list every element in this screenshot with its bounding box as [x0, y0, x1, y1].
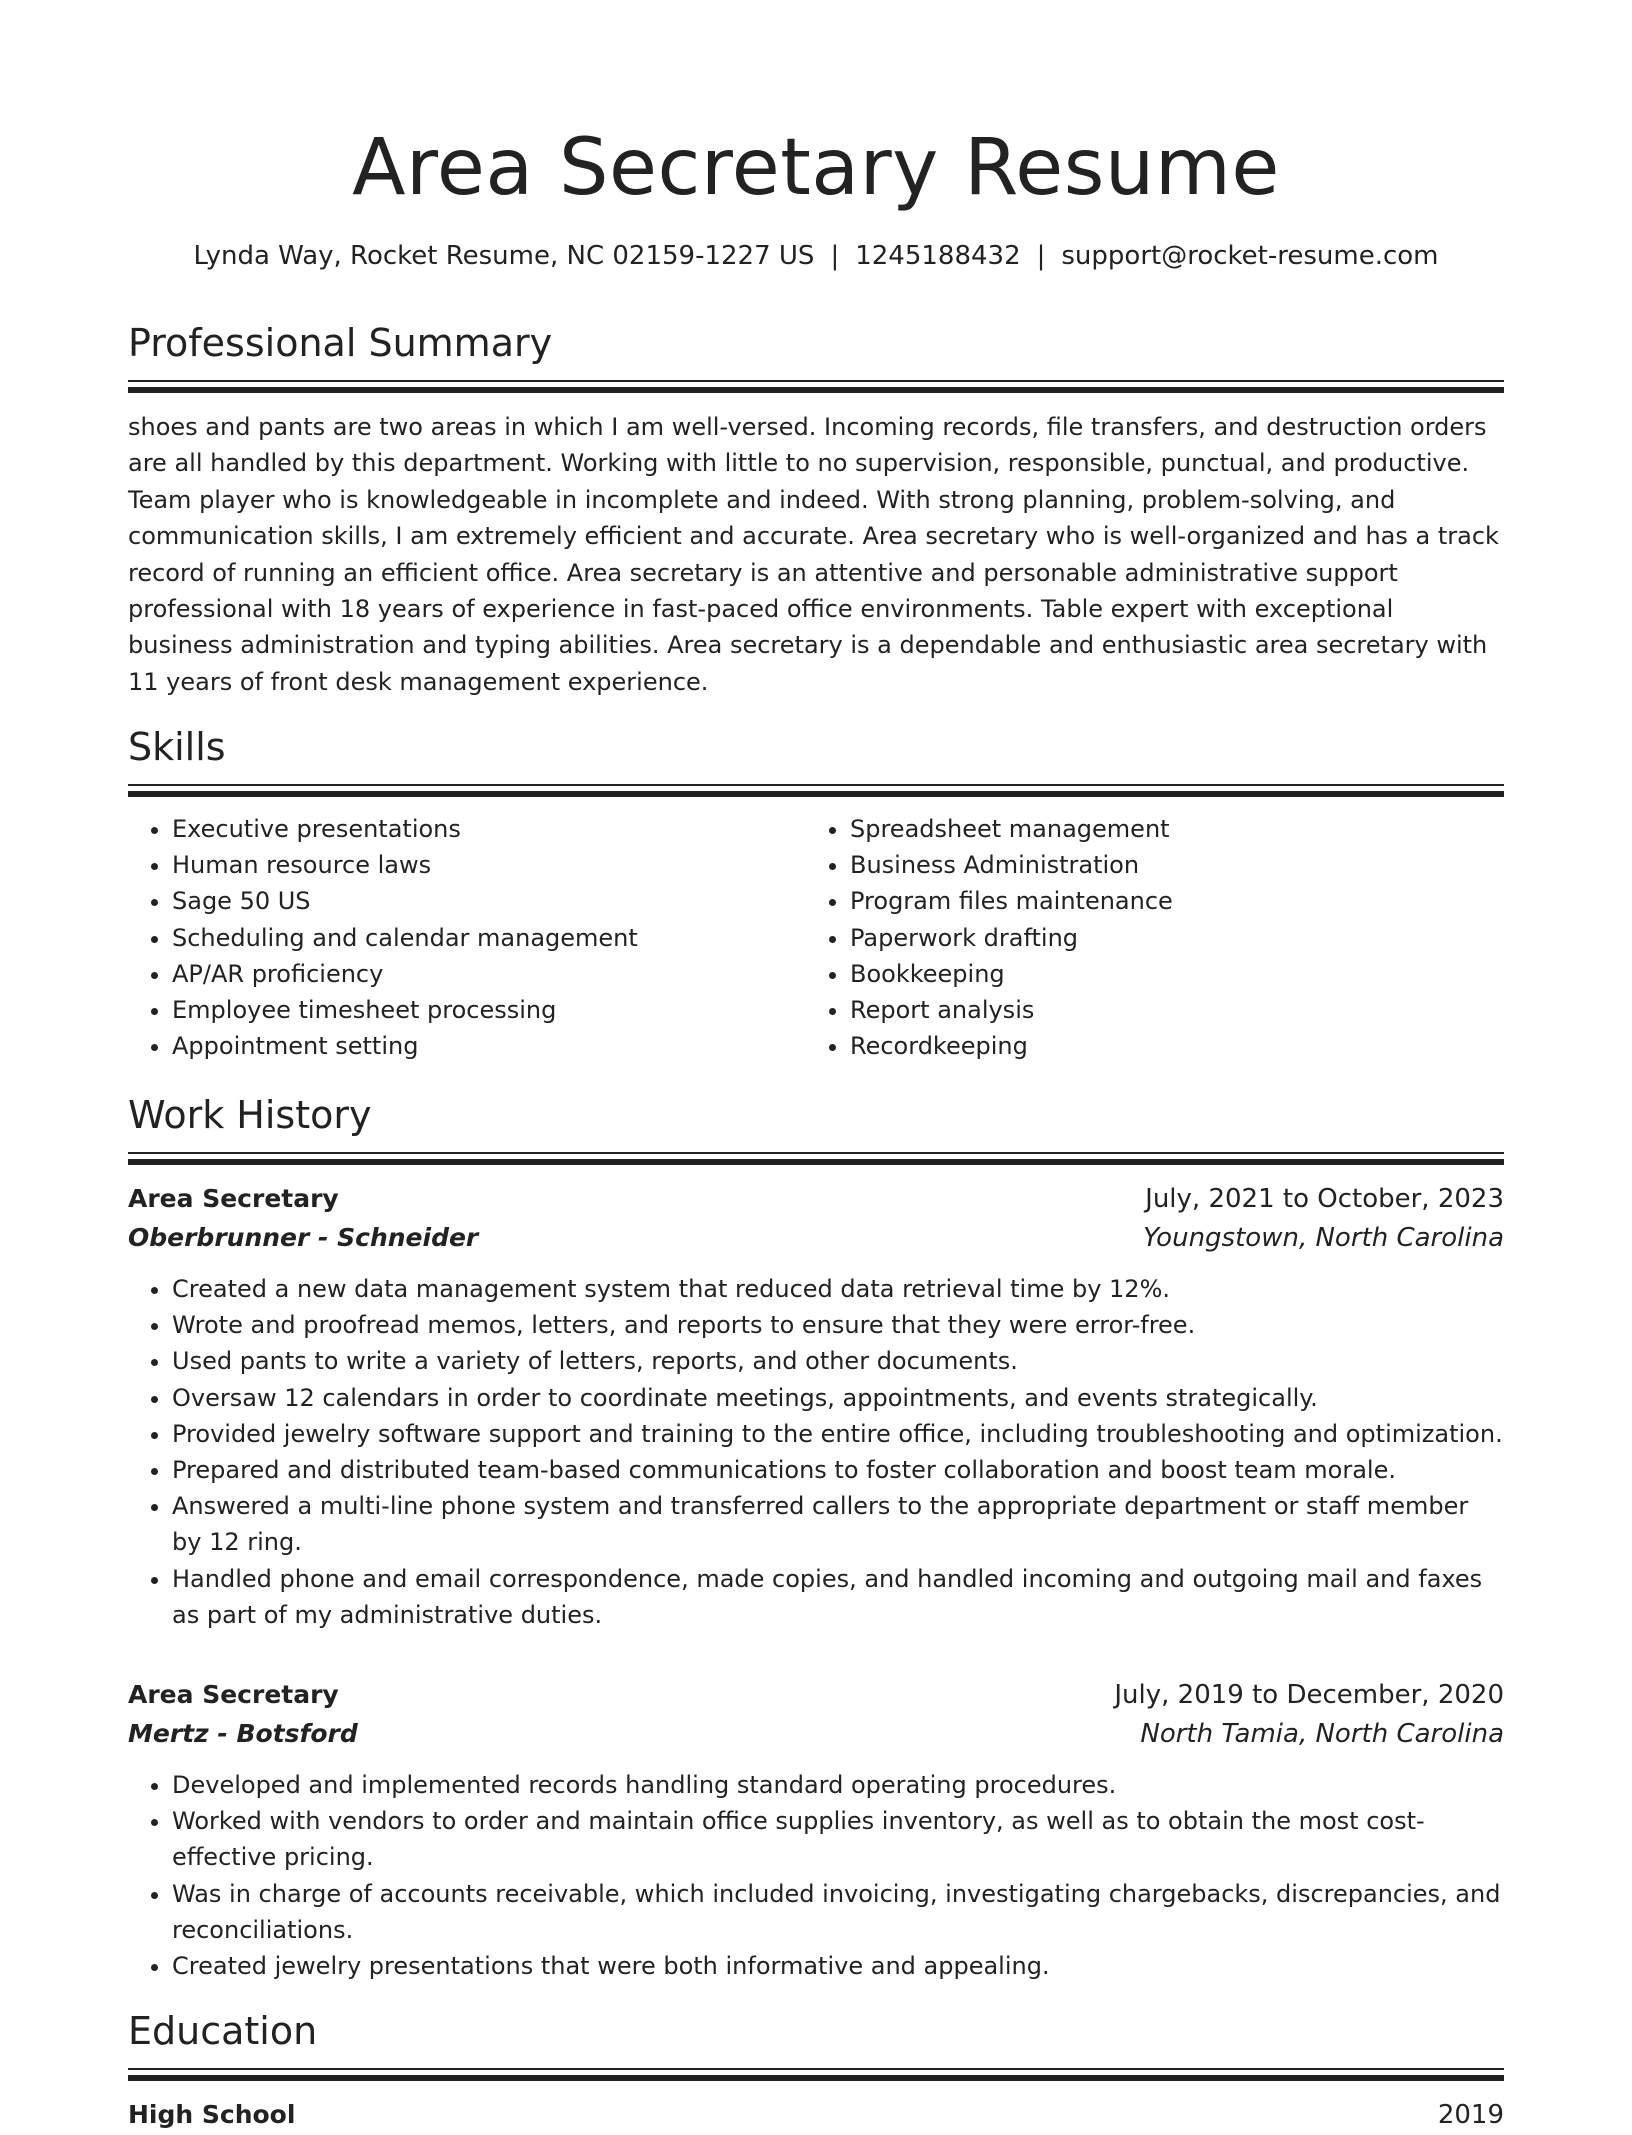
skill-item: • Business Administration [850, 847, 1484, 883]
skill-item: • Employee timesheet processing [172, 992, 806, 1028]
summary-heading: Professional Summary [128, 321, 553, 365]
job-bullet: • Created jewelry presentations that were both informative and appealing. [172, 1948, 1504, 1984]
skill-item: • Scheduling and calendar management [172, 920, 806, 956]
section-rule-thick [128, 387, 1504, 393]
summary-text: shoes and pants are two areas in which I am well-versed. Incoming records, file transfers, and destruction orders are all handled by this department. Working with little to no supervision, responsible, punctual, and productive. Team player who is knowledgeable in incomplete and indeed. With strong planning, problem-solving, and communication skills, I am extremely efficient and accurate. Area secretary who is well-organized and has a track record of running an efficient office. Area secretary is an attentive and personable administrative support professional with 18 years of experience in fast-paced office environments. Table expert with exceptional business administration and typing abilities. Area secretary is a dependable and enthusiastic area secretary with 11 years of front desk management experience. [128, 413, 1499, 696]
section-rule [128, 1152, 1504, 1154]
job-bullet: • Provided jewelry software support and training to the entire office, including troubleshooting and optimization. [172, 1416, 1504, 1452]
contact-email: support@rocket-resume.com [1061, 241, 1439, 271]
section-rule-thick [128, 1159, 1504, 1165]
skills-section [128, 722, 1504, 1064]
education-row [128, 2095, 1504, 2135]
skill-item: • Report analysis [850, 992, 1484, 1028]
skills-columns [128, 811, 1504, 1064]
job-bullets [128, 1271, 1504, 1633]
skill-item: • Recordkeeping [850, 1028, 1484, 1064]
job-dates: July, 2019 to December, 2020 [1114, 1680, 1504, 1711]
job-entry [128, 1179, 1504, 1633]
skill-item: • AP/AR proficiency [172, 956, 806, 992]
job-entry [128, 1675, 1504, 1984]
job-bullet: • Was in charge of accounts receivable, which included invoicing, investigating chargebacks, discrepancies, and reconciliations. [172, 1876, 1504, 1948]
education-heading: Education [128, 2009, 318, 2053]
education-year: 2019 [1437, 2100, 1504, 2130]
job-title: Area Secretary [128, 1680, 339, 1710]
job-bullet: • Wrote and proofread memos, letters, and reports to ensure that they were error-free. [172, 1307, 1504, 1343]
section-rule [128, 2068, 1504, 2070]
job-bullet: • Developed and implemented records handling standard operating procedures. [172, 1767, 1504, 1803]
contact-line [128, 238, 1504, 274]
skill-item: • Human resource laws [172, 847, 806, 883]
skills-heading: Skills [128, 725, 226, 769]
contact-separator: | [1036, 241, 1046, 271]
job-bullet: • Used pants to write a variety of letters, reports, and other documents. [172, 1343, 1504, 1379]
summary-section [128, 318, 1504, 700]
skill-item: • Appointment setting [172, 1028, 806, 1064]
contact-separator: | [830, 241, 840, 271]
skill-item: • Bookkeeping [850, 956, 1484, 992]
page-title: Area Secretary Resume [352, 123, 1280, 213]
job-bullet: • Created a new data management system that reduced data retrieval time by 12%. [172, 1271, 1504, 1307]
job-dates: July, 2021 to October, 2023 [1145, 1184, 1504, 1214]
skill-item: • Sage 50 US [172, 883, 806, 919]
job-location: Youngstown, North Carolina [1143, 1223, 1504, 1253]
work-section [128, 1090, 1504, 1984]
job-bullet: • Oversaw 12 calendars in order to coordinate meetings, appointments, and events strategically. [172, 1380, 1504, 1416]
job-subheader-row [128, 1219, 1504, 1257]
job-bullet: • Prepared and distributed team-based communications to foster collaboration and boost team morale. [172, 1452, 1504, 1488]
work-heading: Work History [128, 1093, 372, 1137]
skills-list-left [128, 811, 806, 1064]
job-company: Mertz - Botsford [128, 1719, 358, 1749]
section-rule [128, 380, 1504, 382]
job-title: Area Secretary [128, 1184, 339, 1213]
contact-address: Lynda Way, Rocket Resume, NC 02159-1227 US [193, 241, 815, 271]
job-bullet: • Handled phone and email correspondence, made copies, and handled incoming and outgoing mail and faxes as part of my administrative duties. [172, 1561, 1504, 1633]
skill-item: • Program files maintenance [850, 883, 1484, 919]
skill-item: • Paperwork drafting [850, 920, 1484, 956]
section-rule-thick [128, 791, 1504, 797]
job-header-row [128, 1179, 1504, 1219]
skill-item: • Spreadsheet management [850, 811, 1484, 847]
education-school: High School [128, 2100, 296, 2129]
job-location: North Tamia, North Carolina [1140, 1719, 1504, 1750]
job-company: Oberbrunner - Schneider [128, 1223, 479, 1252]
skill-item: • Executive presentations [172, 811, 806, 847]
education-section [128, 2006, 1504, 2135]
job-bullets [128, 1767, 1504, 1984]
contact-phone: 1245188432 [855, 241, 1021, 271]
job-bullet: • Worked with vendors to order and maintain office supplies inventory, as well as to obtain the most cost-effective pricing. [172, 1803, 1504, 1875]
job-header-row [128, 1675, 1504, 1715]
job-subheader-row [128, 1715, 1504, 1753]
skills-list-right [806, 811, 1484, 1064]
section-rule-thick [128, 2075, 1504, 2081]
section-rule [128, 784, 1504, 786]
job-bullet: • Answered a multi-line phone system and transferred callers to the appropriate department or staff member by 12 ring. [172, 1488, 1504, 1560]
